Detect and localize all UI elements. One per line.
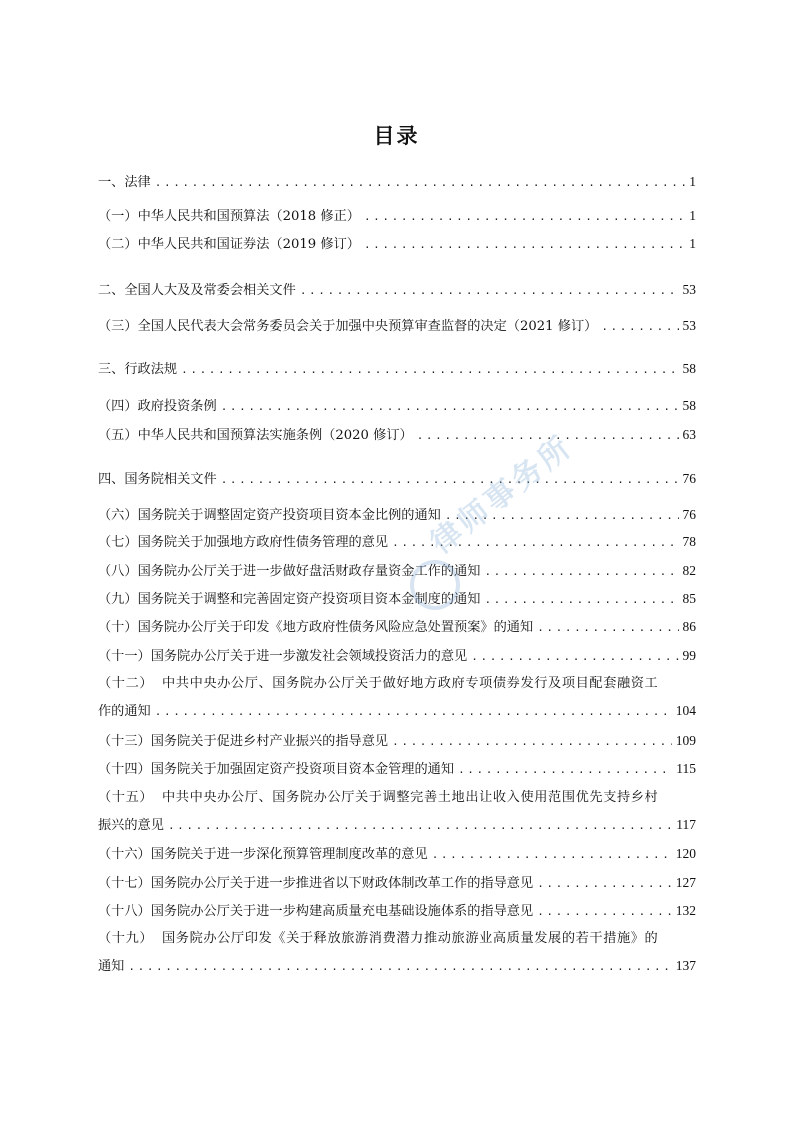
toc-entry[interactable] xyxy=(98,276,696,303)
toc-entry[interactable] xyxy=(98,670,696,724)
toc-entry-label: 中共中央办公厅、国务院办公厅关于做好地方政府专项债券发行及项目配套融资工 xyxy=(162,676,659,691)
toc-entry[interactable] xyxy=(98,727,696,754)
toc-entry-label: 国务院关于进一步深化预算管理制度改革的意见 xyxy=(150,847,428,862)
toc-page-number: 86 xyxy=(682,619,696,634)
toc-entry-label: 国务院相关文件 xyxy=(124,472,217,487)
toc-entry-label: 国务院办公厅关于进一步构建高质量充电基础设施体系的指导意见 xyxy=(150,904,534,919)
toc-entry-label-continued: 通知 xyxy=(98,959,125,974)
toc-page-number: 82 xyxy=(682,563,696,578)
toc-entry-label: 国务院办公厅关于进一步激发社会领域投资活力的意见 xyxy=(150,649,468,664)
watermark-logo-icon xyxy=(410,560,460,610)
toc-entry-label: 国务院关于调整和完善固定资产投资项目资本金制度的通知 xyxy=(137,592,481,607)
toc-entry-number: （十六） xyxy=(98,847,151,862)
toc-entry-number: 一、 xyxy=(98,175,125,190)
toc-entry[interactable] xyxy=(98,925,696,979)
toc-page-number: 1 xyxy=(689,174,696,189)
toc-leader-dots xyxy=(458,756,672,783)
toc-page-number: 109 xyxy=(675,733,696,748)
toc-entry[interactable] xyxy=(98,784,696,838)
toc-page-number: 117 xyxy=(676,817,696,832)
toc-page-number: 132 xyxy=(675,903,696,918)
toc-entry-number: （十五） xyxy=(98,790,154,805)
toc-leader-dots xyxy=(364,231,685,258)
toc-page-number: 58 xyxy=(682,361,696,376)
toc-entry[interactable] xyxy=(98,613,696,640)
toc-entry[interactable] xyxy=(98,421,696,448)
toc-entry-number: 三、 xyxy=(98,362,125,377)
toc-leader-dots xyxy=(168,812,672,839)
toc-entry-number: （六） xyxy=(98,508,138,523)
toc-entry-label: 国务院关于促进乡村产业振兴的指导意见 xyxy=(150,734,389,749)
toc-entry[interactable] xyxy=(98,501,696,528)
toc-page-number: 76 xyxy=(682,507,696,522)
toc-entry-number: （十七） xyxy=(98,876,151,891)
toc-leader-dots xyxy=(155,698,672,725)
toc-page-number: 1 xyxy=(689,236,696,251)
toc-entry-label: 政府投资条例 xyxy=(137,399,217,414)
toc-leader-dots xyxy=(471,643,678,670)
toc-leader-dots xyxy=(484,586,678,613)
toc-entry-label: 国务院办公厅印发《关于释放旅游消费潜力推动旅游业高质量发展的若干措施》的 xyxy=(162,931,659,946)
watermark: 律师事务所 xyxy=(424,428,580,561)
toc-leader-dots xyxy=(392,728,672,755)
toc-leader-dots xyxy=(484,558,678,585)
toc-entry-label: 国务院关于加强地方政府性债务管理的意见 xyxy=(137,535,389,550)
toc-entry-number: （十） xyxy=(98,620,138,635)
toc-leader-dots xyxy=(155,169,686,196)
toc-entry[interactable] xyxy=(98,230,696,257)
toc-entry[interactable] xyxy=(98,585,696,612)
toc-entry-label: 国务院办公厅关于印发《地方政府性债务风险应急处置预案》的通知 xyxy=(137,620,534,635)
toc-entry[interactable] xyxy=(98,897,696,924)
toc-page-number: 53 xyxy=(682,318,696,333)
toc-page-number: 99 xyxy=(682,648,696,663)
toc-entry[interactable] xyxy=(98,465,696,492)
toc-entry-number: （一） xyxy=(98,209,138,224)
toc-entry-label: 国务院关于调整固定资产投资项目资本金比例的通知 xyxy=(137,508,441,523)
toc-entry[interactable] xyxy=(98,755,696,782)
toc-entry-number: （十三） xyxy=(98,734,151,749)
toc-entry-label: 法律 xyxy=(124,175,151,190)
toc-entry[interactable] xyxy=(98,355,696,382)
toc-entry-label: 行政法规 xyxy=(124,362,178,377)
toc-entry[interactable] xyxy=(98,528,696,555)
toc-leader-dots xyxy=(181,356,678,383)
toc-leader-dots xyxy=(601,313,678,340)
toc-leader-dots xyxy=(221,466,679,493)
toc-page-number: 63 xyxy=(682,427,696,442)
toc-entry-number: （四） xyxy=(98,399,138,414)
toc-entry-label: 中华人民共和国预算法实施条例（2020 修订） xyxy=(137,428,413,443)
toc-leader-dots xyxy=(221,393,679,420)
toc-entry[interactable] xyxy=(98,392,696,419)
toc-entry-number: （五） xyxy=(98,428,138,443)
toc-leader-dots xyxy=(128,953,671,980)
toc-entry-number: （七） xyxy=(98,535,138,550)
toc-entry-label-continued: 作的通知 xyxy=(98,704,151,719)
toc-entry-label: 国务院办公厅关于进一步推进省以下财政体制改革工作的指导意见 xyxy=(150,876,534,891)
toc-page-number: 137 xyxy=(675,958,696,973)
toc-leader-dots xyxy=(537,870,672,897)
toc-entry-number: （十二） xyxy=(98,676,154,691)
toc-entry-number: （九） xyxy=(98,592,138,607)
toc-page-number: 76 xyxy=(682,471,696,486)
toc-leader-dots xyxy=(432,841,672,868)
toc-entry[interactable] xyxy=(98,557,696,584)
toc-entry-number: 四、 xyxy=(98,472,125,487)
page-title: 目录 xyxy=(373,123,420,148)
toc-entry-label: 中共中央办公厅、国务院办公厅关于调整完善土地出让收入使用范围优先支持乡村 xyxy=(162,790,659,805)
toc-entry-label: 中华人民共和国预算法（2018 修正） xyxy=(137,209,360,224)
toc-entry-number: （十四） xyxy=(98,762,151,777)
toc-entry-number: 二、 xyxy=(98,283,125,298)
toc-entry-number: （三） xyxy=(98,319,138,334)
toc-entry-number: （十九） xyxy=(98,931,154,946)
toc-entry[interactable] xyxy=(98,642,696,669)
toc-entry-number: （十八） xyxy=(98,904,151,919)
toc-entry[interactable] xyxy=(98,312,696,339)
toc-page-number: 78 xyxy=(682,534,696,549)
toc-leader-dots xyxy=(300,277,679,304)
toc-entry-number: （八） xyxy=(98,564,138,579)
toc-entry[interactable] xyxy=(98,168,696,195)
toc-entry-label: 全国人民代表大会常务委员会关于加强中央预算审查监督的决定（2021 修订） xyxy=(137,319,598,334)
toc-entry-number: （十一） xyxy=(98,649,151,664)
toc-page-number: 127 xyxy=(675,875,696,890)
toc-entry[interactable] xyxy=(98,840,696,867)
toc-leader-dots xyxy=(537,898,672,925)
toc-entry-number: （二） xyxy=(98,237,138,252)
toc-entry-label: 中华人民共和国证券法（2019 修订） xyxy=(137,237,360,252)
toc-page-number: 53 xyxy=(682,282,696,297)
toc-entry-label: 全国人大及及常委会相关文件 xyxy=(124,283,296,298)
toc-entry-label: 国务院办公厅关于进一步做好盘活财政存量资金工作的通知 xyxy=(137,564,481,579)
toc-entry-label-continued: 振兴的意见 xyxy=(98,818,164,833)
toc-page-number: 58 xyxy=(682,398,696,413)
toc-entry[interactable] xyxy=(98,869,696,896)
toc-page-number: 120 xyxy=(675,846,696,861)
toc-leader-dots xyxy=(537,614,678,641)
toc-page-number: 1 xyxy=(689,208,696,223)
toc-entry[interactable] xyxy=(98,202,696,229)
toc-page-number: 85 xyxy=(682,591,696,606)
toc-entry-label: 国务院关于加强固定资产投资项目资本金管理的通知 xyxy=(150,762,455,777)
toc-leader-dots xyxy=(364,203,685,230)
toc-page-number: 104 xyxy=(675,703,696,718)
toc-page-number: 115 xyxy=(676,761,696,776)
